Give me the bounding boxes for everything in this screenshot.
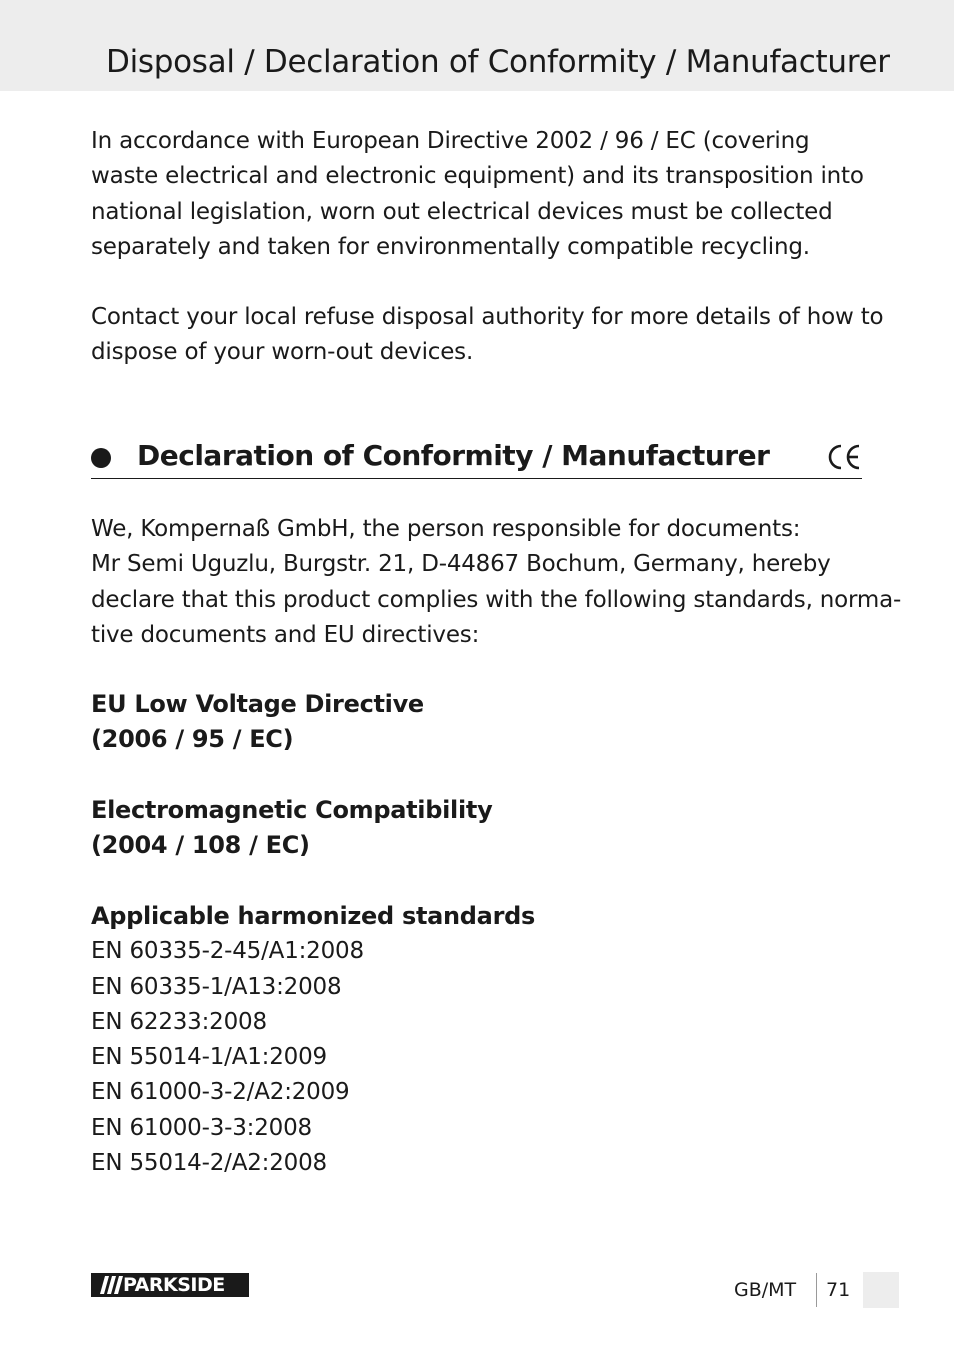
low-voltage-title: EU Low Voltage Directive [91,690,424,718]
declaration-intro [91,512,901,653]
emc-directive [91,793,492,864]
disposal-p1-line-1: In accordance with European Directive 2002 / 96 / EC (covering [91,128,810,154]
standard-item: EN 55014-2/A2:2008 [91,1150,327,1177]
bullet-icon [91,448,111,468]
footer-divider [816,1273,817,1307]
intro-line-1: We, Kompernaß GmbH, the person responsible for documents: [91,516,801,542]
low-voltage-directive [91,687,424,758]
standard-item: EN 61000-3-3:2008 [91,1114,312,1141]
disposal-p2-line-1: Contact your local refuse disposal authority for more details of how to [91,304,884,330]
language-code: GB/MT [734,1279,797,1301]
brand-logo [91,1273,249,1297]
disposal-p1-line-4: separately and taken for environmentally compatible recycling. [91,233,810,260]
page-number: 71 [826,1279,851,1301]
standard-item: EN 61000-3-2/A2:2009 [91,1079,350,1106]
disposal-p1-line-3: national legislation, worn out electrical devices must be collected [91,198,833,225]
intro-line-2: Mr Semi Uguzlu, Burgstr. 21, D-44867 Bochum, Germany, hereby [91,551,831,578]
disposal-paragraph-2 [91,300,883,371]
page-title: Disposal / Declaration of Conformity / Manufacturer [106,44,890,80]
brand-name: PARKSIDE [123,1274,225,1296]
standard-item: EN 60335-2-45/A1:2008 [91,938,364,965]
disposal-p2-line-2: dispose of your worn-out devices. [91,339,474,366]
disposal-p1-line-2: waste electrical and electronic equipment) and its transposition into [91,163,864,190]
standard-item: EN 60335-1/A13:2008 [91,973,342,1000]
intro-line-3: declare that this product complies with the following standards, norma- [91,586,902,613]
declaration-heading: Declaration of Conformity / Manufacturer [137,439,770,472]
standard-item: EN 62233:2008 [91,1008,267,1035]
harmonized-standards [91,899,535,1181]
emc-code: (2004 / 108 / EC) [91,831,310,860]
brand-slashes-icon [95,1273,123,1297]
emc-title: Electromagnetic Compatibility [91,796,493,824]
footer-tab-box [863,1272,899,1308]
ce-mark-icon [826,442,862,472]
disposal-paragraph-1 [91,124,864,265]
intro-line-4: tive documents and EU directives: [91,621,480,648]
standards-title: Applicable harmonized standards [91,902,535,930]
standard-item: EN 55014-1/A1:2009 [91,1044,327,1071]
low-voltage-code: (2006 / 95 / EC) [91,725,294,754]
declaration-section-heading [91,436,862,479]
